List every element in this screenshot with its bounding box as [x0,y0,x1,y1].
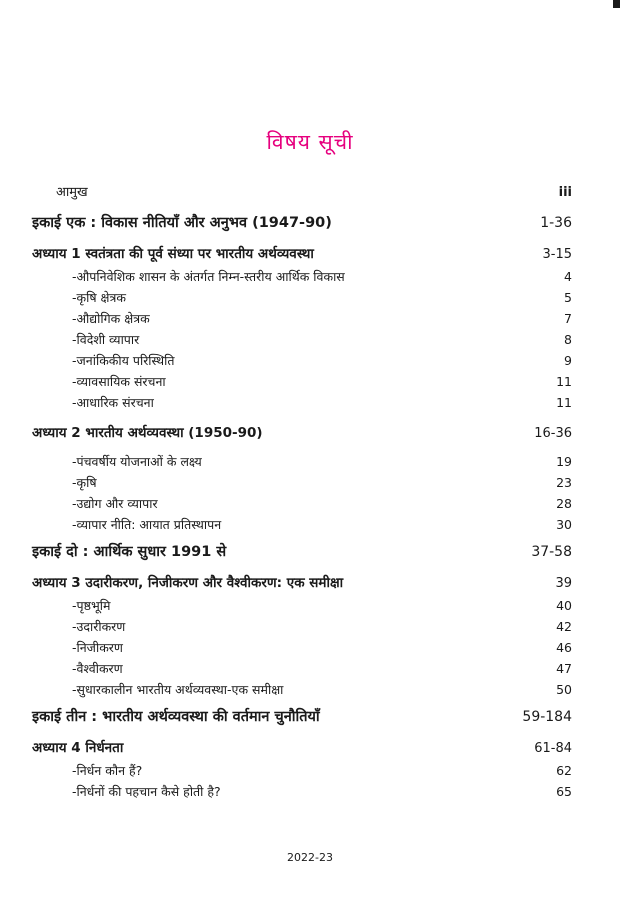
toc-unit-pages: 37-58 [531,544,572,560]
toc-label: आमुख [56,185,88,200]
toc-item-label: -कृषि क्षेत्रक [72,290,127,305]
toc-item-page: 47 [556,661,572,676]
toc-chapter[interactable] [32,738,572,762]
toc-item[interactable] [32,681,572,702]
toc-item-page: 40 [556,598,572,613]
toc-item[interactable] [32,597,572,618]
toc-item[interactable] [32,394,572,415]
toc-item-label: -निर्धनों की पहचान कैसे होती है? [72,784,221,799]
toc-front-matter[interactable] [32,182,572,208]
page-title: विषय सूची [266,130,354,154]
toc-item-page: 62 [556,763,572,778]
toc-item[interactable] [32,268,572,289]
table-of-contents [32,180,572,804]
toc-chapter[interactable] [32,423,572,447]
toc-item[interactable] [32,289,572,310]
toc-item-page: 11 [556,374,572,389]
toc-item-page: 46 [556,640,572,655]
toc-item-page: 42 [556,619,572,634]
toc-chapter[interactable] [32,244,572,268]
toc-item[interactable] [32,660,572,681]
toc-item[interactable] [32,331,572,352]
toc-item-label: -पृष्ठभूमि [72,598,111,613]
corner-mark [613,0,620,8]
toc-chapter[interactable] [32,573,572,597]
toc-item-label: -व्यापार नीति: आयात प्रतिस्थापन [72,517,222,532]
toc-item[interactable] [32,373,572,394]
toc-item[interactable] [32,495,572,516]
toc-item-page: 9 [564,353,572,368]
toc-item-page: 28 [556,496,572,511]
toc-item-page: 23 [556,475,572,490]
toc-item-page: 50 [556,682,572,697]
toc-item[interactable] [32,516,572,537]
toc-item-label: -औद्योगिक क्षेत्रक [72,311,150,326]
toc-unit[interactable] [32,212,572,242]
toc-chapter-pages: 16-36 [534,426,572,441]
toc-unit-pages: 1-36 [540,215,572,231]
toc-item-label: -उद्योग और व्यापार [72,496,158,511]
toc-item-label: -व्यावसायिक संरचना [72,374,166,389]
toc-chapter-label: अध्याय 4 निर्धनता [32,740,124,756]
toc-chapter-label: अध्याय 2 भारतीय अर्थव्यवस्था (1950-90) [32,425,263,441]
toc-unit-label: इकाई दो : आर्थिक सुधार 1991 से [32,544,227,560]
toc-item[interactable] [32,352,572,373]
toc-item-page: 7 [564,311,572,326]
toc-item-page: 65 [556,784,572,799]
toc-item[interactable] [32,618,572,639]
toc-item-label: -पंचवर्षीय योजनाओं के लक्ष्य [72,454,202,469]
toc-chapter-pages: 3-15 [542,247,572,262]
toc-item-label: -वैश्वीकरण [72,661,123,676]
toc-item[interactable] [32,453,572,474]
toc-item-page: 5 [564,290,572,305]
toc-item-page: 4 [564,269,572,284]
toc-unit-label: इकाई एक : विकास नीतियाँ और अनुभव (1947-90) [32,215,332,231]
toc-chapter-pages: 39 [555,576,572,591]
toc-item-page: 19 [556,454,572,469]
toc-unit[interactable] [32,541,572,571]
toc-item-page: 8 [564,332,572,347]
toc-item-label: -विदेशी व्यापार [72,332,140,347]
toc-item[interactable] [32,639,572,660]
toc-chapter-label: अध्याय 1 स्वतंत्रता की पूर्व संध्या पर भारतीय अर्थव्यवस्था [32,246,314,262]
toc-chapter-label: अध्याय 3 उदारीकरण, निजीकरण और वैश्वीकरण: एक समीक्षा [32,575,344,591]
toc-page: iii [558,185,572,200]
toc-chapter-pages: 61-84 [534,741,572,756]
toc-item-page: 11 [556,395,572,410]
toc-item-label: -निजीकरण [72,640,123,655]
toc-item-page: 30 [556,517,572,532]
toc-unit-label: इकाई तीन : भारतीय अर्थव्यवस्था की वर्तमान चुनौतियाँ [32,709,320,725]
toc-item[interactable] [32,310,572,331]
toc-item-label: -कृषि [72,475,97,490]
toc-item-label: -आधारिक संरचना [72,395,154,410]
toc-item[interactable] [32,762,572,783]
toc-item-label: -उदारीकरण [72,619,126,634]
toc-item-label: -निर्धन कौन हैं? [72,763,143,778]
toc-item[interactable] [32,783,572,804]
toc-unit[interactable] [32,706,572,736]
toc-unit-pages: 59-184 [522,709,572,725]
toc-item-label: -औपनिवेशिक शासन के अंतर्गत निम्न-स्तरीय आर्थिक विकास [72,269,345,284]
toc-item-label: -जनांकिकीय परिस्थिति [72,353,175,368]
toc-item-label: -सुधारकालीन भारतीय अर्थव्यवस्था-एक समीक्षा [72,682,284,697]
toc-item[interactable] [32,474,572,495]
page-footer-year: 2022-23 [287,851,333,864]
